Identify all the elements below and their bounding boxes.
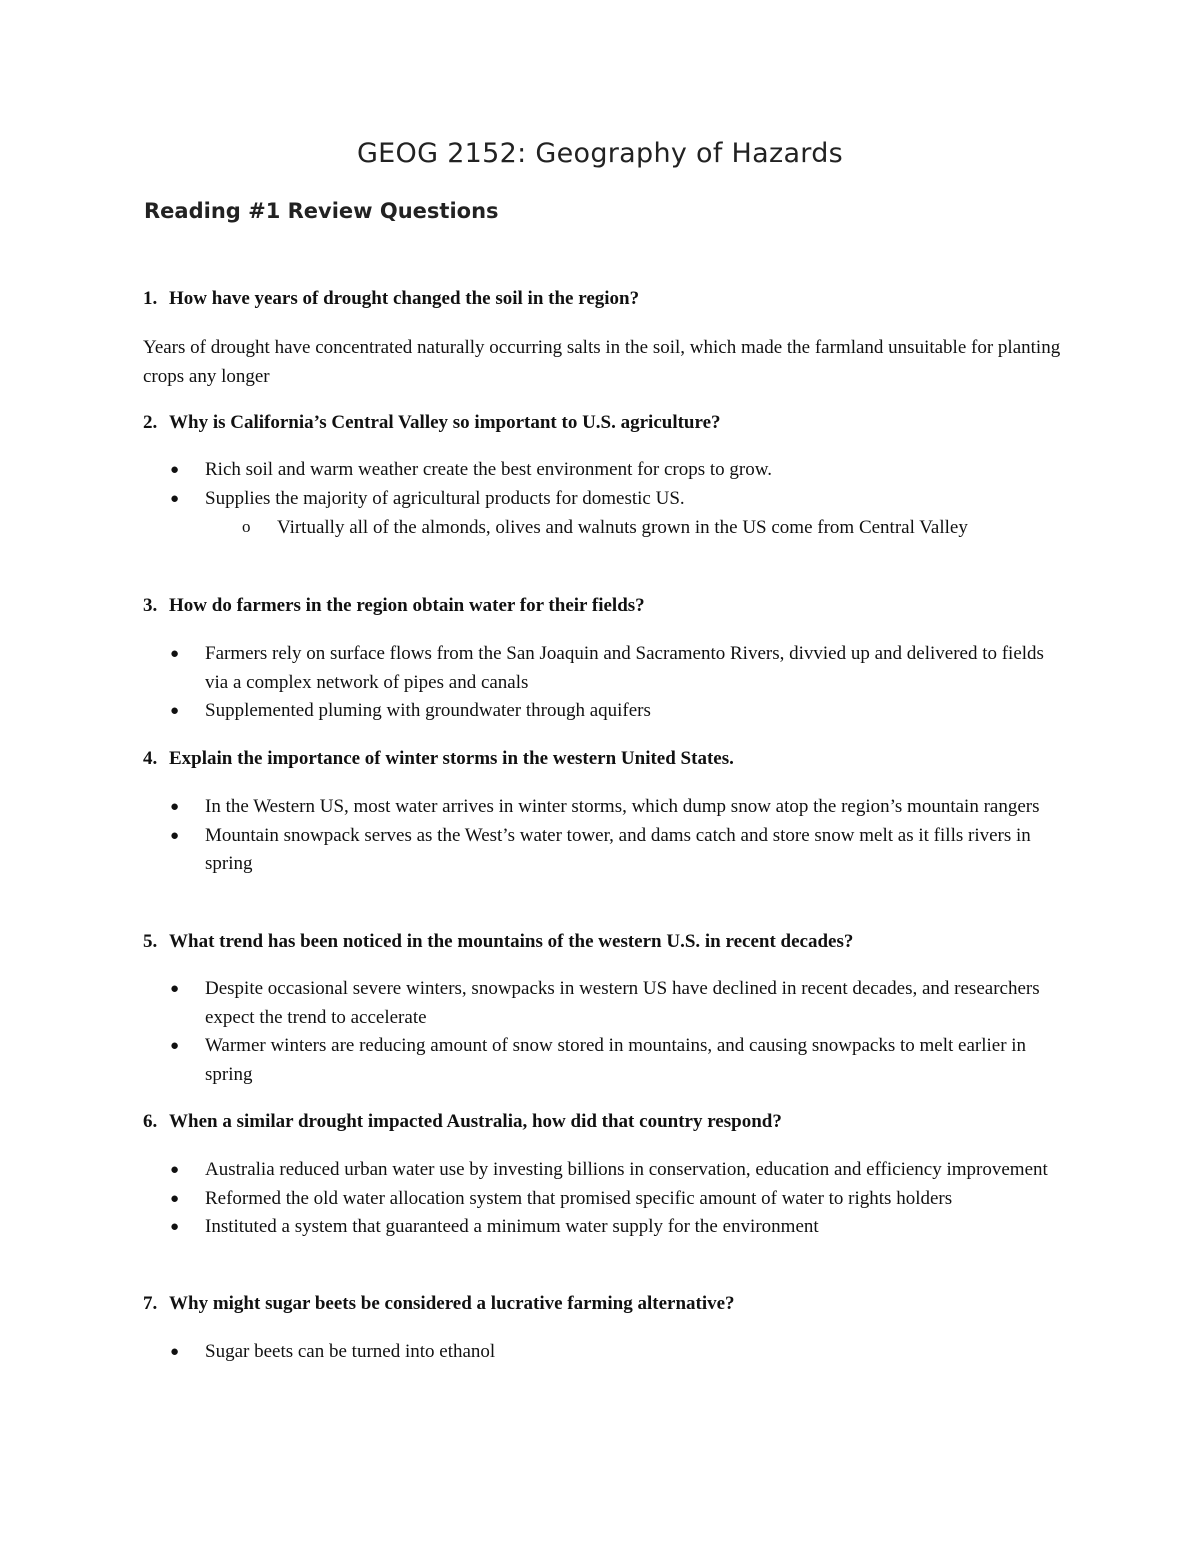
list-item: ● Despite occasional severe winters, snowpacks in western US have declined in recent decades, and researchers expect the trend to accelerate bbox=[168, 975, 1068, 1032]
question-number: 2. bbox=[143, 412, 158, 433]
answer-7-list bbox=[168, 1338, 1068, 1367]
answer-3-list bbox=[168, 640, 1068, 726]
bullet-icon: ● bbox=[170, 827, 180, 844]
list-item: ● Instituted a system that guaranteed a minimum water supply for the environment bbox=[168, 1213, 1068, 1242]
question-text: What trend has been noticed in the mountains of the western U.S. in recent decades? bbox=[169, 931, 854, 952]
question-text: Why might sugar beets be considered a lucrative farming alternative? bbox=[169, 1293, 735, 1314]
bullet-icon: ● bbox=[170, 646, 180, 662]
circle-bullet-icon: o bbox=[242, 517, 251, 536]
list-item: ● Supplemented pluming with groundwater through aquifers bbox=[168, 697, 1068, 726]
list-item: ● Warmer winters are reducing amount of snow stored in mountains, and causing snowpacks to melt earlier in spring bbox=[168, 1032, 1068, 1089]
list-item: ● Australia reduced urban water use by investing billions in conservation, education and efficiency improvement bbox=[168, 1156, 1068, 1185]
question-5 bbox=[143, 928, 1103, 956]
answer-6-list bbox=[168, 1156, 1068, 1242]
question-7 bbox=[143, 1290, 1103, 1318]
question-6 bbox=[143, 1108, 1103, 1136]
answer-2-sublist bbox=[205, 513, 1025, 543]
section-heading: Reading #1 Review Questions bbox=[144, 199, 499, 223]
question-text: When a similar drought impacted Australia, how did that country respond? bbox=[169, 1111, 782, 1132]
answer-2-list bbox=[168, 456, 1068, 513]
question-4 bbox=[143, 745, 1103, 773]
list-item: ● Farmers rely on surface flows from the San Joaquin and Sacramento Rivers, divvied up and delivered to fields via a complex network of pipes and canals bbox=[168, 640, 1068, 697]
question-3 bbox=[143, 592, 1103, 620]
question-text: Explain the importance of winter storms in the western United States. bbox=[169, 748, 734, 769]
question-text: Why is California’s Central Valley so important to U.S. agriculture? bbox=[169, 412, 721, 433]
bullet-icon: ● bbox=[170, 1344, 180, 1360]
question-2 bbox=[143, 409, 1103, 437]
question-number: 1. bbox=[143, 288, 158, 309]
list-item: ● In the Western US, most water arrives in winter storms, which dump snow atop the region’s mountain rangers bbox=[168, 793, 1068, 822]
bullet-icon: ● bbox=[170, 462, 180, 478]
question-1 bbox=[143, 285, 1103, 313]
answer-1: Years of drought have concentrated naturally occurring salts in the soil, which made the farmland unsuitable for planting crops any longer bbox=[143, 337, 1061, 387]
list-item: ● Sugar beets can be turned into ethanol bbox=[168, 1338, 1068, 1367]
question-number: 3. bbox=[143, 595, 158, 616]
bullet-icon: ● bbox=[170, 703, 180, 719]
bullet-icon: ● bbox=[170, 981, 180, 997]
list-item: ● Mountain snowpack serves as the West’s water tower, and dams catch and store snow melt as it fills rivers in spring bbox=[168, 822, 1068, 879]
sub-list-item: o Virtually all of the almonds, olives and walnuts grown in the US come from Central Valley bbox=[240, 513, 1025, 543]
answer-5-list bbox=[168, 975, 1068, 1089]
question-number: 6. bbox=[143, 1111, 158, 1132]
question-text: How have years of drought changed the soil in the region? bbox=[169, 288, 640, 309]
question-number: 4. bbox=[143, 748, 158, 769]
answer-4-list bbox=[168, 793, 1068, 879]
question-number: 5. bbox=[143, 931, 158, 952]
bullet-icon: ● bbox=[170, 1038, 180, 1054]
bullet-icon: ● bbox=[170, 1162, 180, 1178]
bullet-icon: ● bbox=[170, 490, 180, 507]
bullet-icon: ● bbox=[170, 1219, 180, 1235]
question-text: How do farmers in the region obtain water for their fields? bbox=[169, 595, 645, 616]
bullet-icon: ● bbox=[170, 1190, 180, 1207]
question-number: 7. bbox=[143, 1293, 158, 1314]
list-item: ● Supplies the majority of agricultural products for domestic US. bbox=[168, 485, 1068, 514]
list-item: ● Reformed the old water allocation system that promised specific amount of water to rights holders bbox=[168, 1185, 1068, 1214]
page-title: GEOG 2152: Geography of Hazards bbox=[356, 138, 844, 169]
bullet-icon: ● bbox=[170, 799, 180, 815]
list-item: ● Rich soil and warm weather create the best environment for crops to grow. bbox=[168, 456, 1068, 485]
